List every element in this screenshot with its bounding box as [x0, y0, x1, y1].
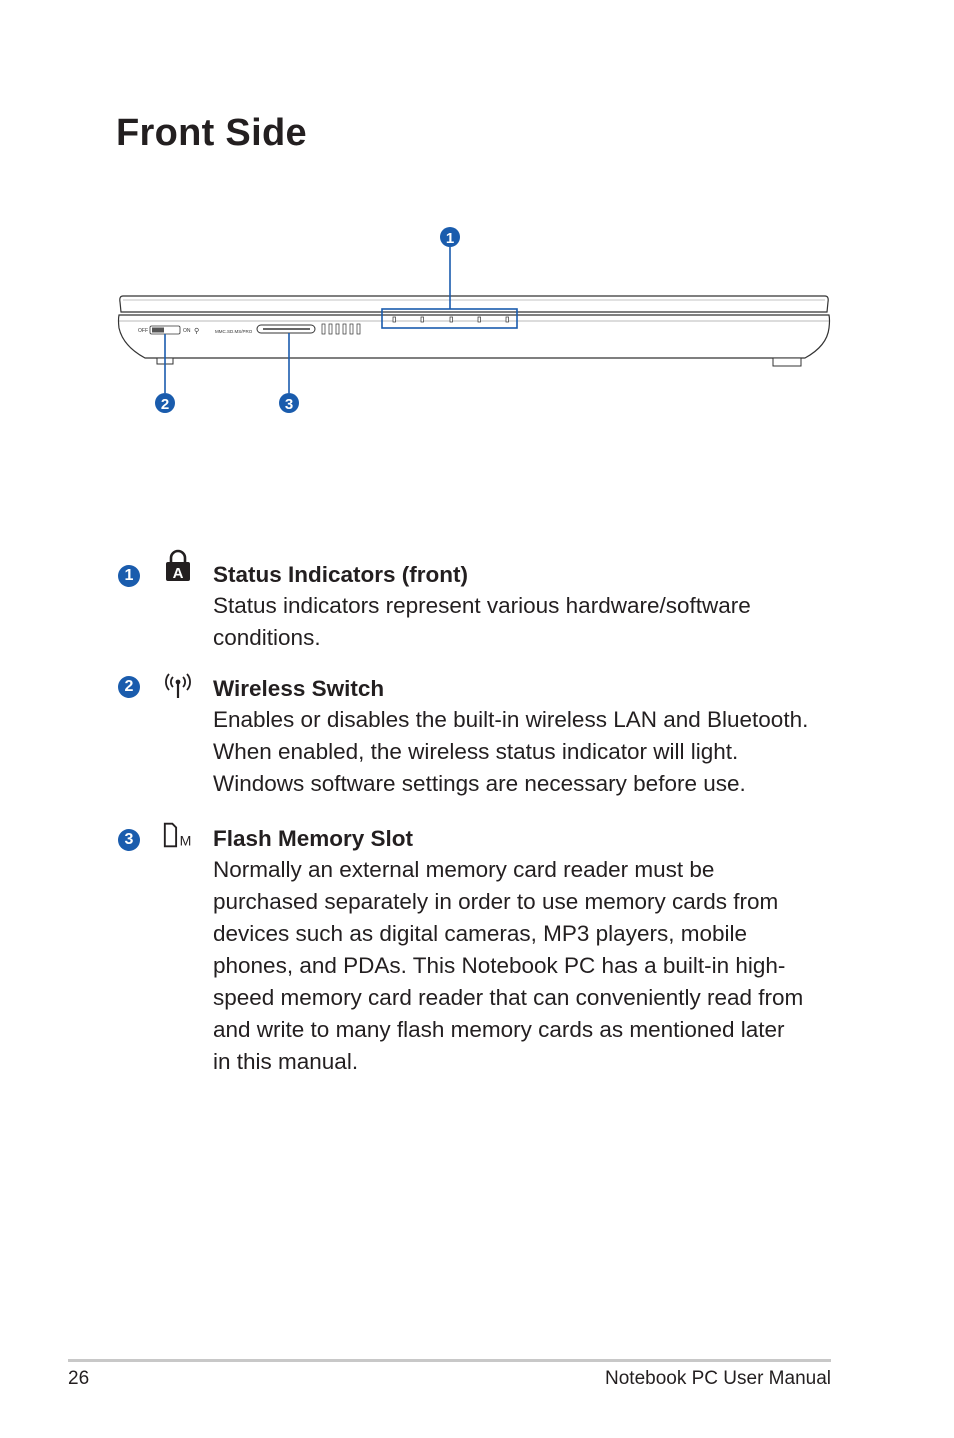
item-1-description [213, 590, 838, 654]
item-2-line: Enables or disables the built-in wireless LAN and Bluetooth. [213, 707, 809, 732]
notebook-front-figure [105, 220, 845, 420]
page-title: Front Side [116, 112, 307, 154]
capslock-indicator-icon [162, 548, 194, 582]
callout-3-number: 3 [284, 396, 294, 413]
wireless-antenna-icon [162, 670, 194, 704]
svg-text:A: A [172, 565, 184, 582]
item-3-line: purchased separately in order to use memory cards from [213, 889, 779, 914]
base-outline [119, 315, 830, 358]
footer-manual-title: Notebook PC User Manual [605, 1368, 831, 1389]
switch-wireless-symbol-icon: ⚲ [194, 327, 200, 335]
item-3-title: Flash Memory Slot [213, 826, 414, 851]
callout-1-number: 1 [445, 230, 455, 247]
item-3-number-badge: 3 [118, 829, 140, 851]
item-3-line: Normally an external memory card reader must be [213, 857, 715, 882]
item-2-title: Wireless Switch [213, 676, 385, 701]
switch-off-label: OFF [138, 328, 148, 334]
item-2-description [213, 704, 838, 800]
item-3-line: in this manual. [213, 1049, 359, 1074]
item-3-line: phones, and PDAs. This Notebook PC has a built-in high- [213, 953, 786, 978]
item-1-title: Status Indicators (front) [213, 562, 469, 587]
svg-text:M: M [179, 832, 192, 849]
item-3-line: speed memory card reader that can conveniently read from [213, 985, 804, 1010]
switch-on-label: ON [183, 328, 191, 334]
item-3-description [213, 854, 838, 1078]
footer-divider [68, 1359, 831, 1362]
notebook-front-illustration [105, 220, 845, 420]
card-slot-label: MMC.SD.MS/PRO [215, 329, 253, 334]
item-2-number-badge: 2 [118, 676, 140, 698]
item-3-line: and write to many flash memory cards as mentioned later [213, 1017, 785, 1042]
item-2-line: When enabled, the wireless status indicator will light. [213, 739, 739, 764]
memory-card-icon [162, 818, 194, 852]
item-1-line: conditions. [213, 625, 321, 650]
item-1-number-badge: 1 [118, 565, 140, 587]
footer-page-number: 26 [68, 1368, 90, 1389]
item-3-line: devices such as digital cameras, MP3 players, mobile [213, 921, 747, 946]
item-2-line: Windows software settings are necessary before use. [213, 771, 746, 796]
wireless-switch-knob [152, 328, 164, 333]
item-1-line: Status indicators represent various hardware/software [213, 593, 751, 618]
right-foot [773, 358, 801, 366]
callout-2-number: 2 [160, 396, 170, 413]
